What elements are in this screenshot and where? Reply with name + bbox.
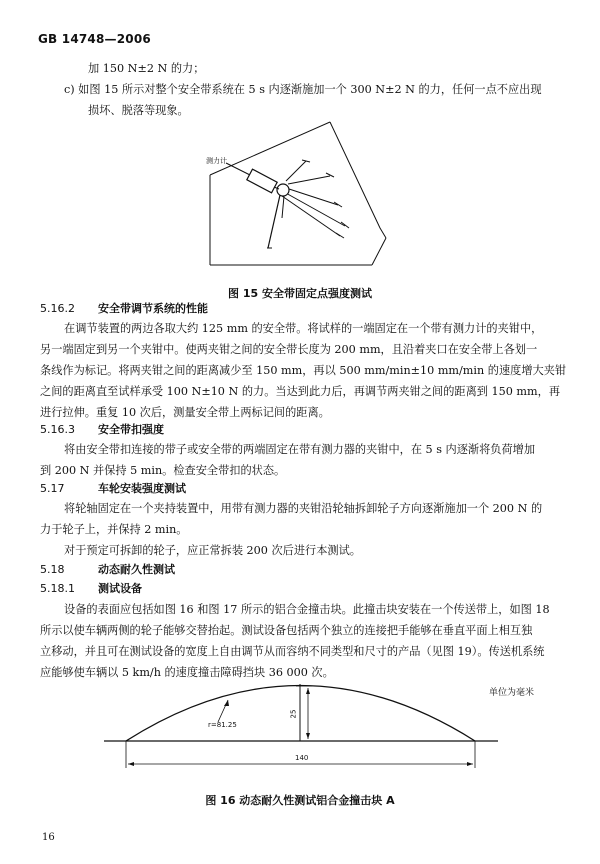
text-line: 所示以使车辆两侧的轮子能够交替抬起。测试设备包括两个独立的连接把手能够在垂直平面上相互独 <box>40 624 533 637</box>
page-number: 16 <box>42 832 55 843</box>
figure-15-caption: 图 15 安全带固定点强度测试 <box>228 287 372 300</box>
section-title: 车轮安装强度测试 <box>98 482 186 495</box>
section-title: 动态耐久性测试 <box>98 563 175 576</box>
section-number: 5.18 <box>40 563 65 576</box>
section-number: 5.16.2 <box>40 302 75 315</box>
text-line: 进行拉伸。重复 10 次后，测量安全带上两标记间的距离。 <box>40 406 330 419</box>
dynamometer-label: 测力计 <box>206 157 227 165</box>
text-line: 加 150 N±2 N 的力； <box>88 62 205 75</box>
text-line: 条线作为标记。将两夹钳之间的距离减少至 150 mm，再以 500 mm/min±10 mm/min 的速度增大夹钳 <box>40 364 567 377</box>
height-label: 25 <box>289 709 298 719</box>
text-line: 对于预定可拆卸的轮子，应正常拆装 200 次后进行本测试。 <box>64 544 361 557</box>
text-line: 应能够使车辆以 5 km/h 的速度撞击障碍挡块 36 000 次。 <box>40 666 334 679</box>
item-c-line: c) 如图 15 所示对整个安全带系统在 5 s 内逐渐施加一个 300 N±2 N 的力，任何一点不应出现 <box>64 83 542 96</box>
text-line: 设备的表面应包括如图 16 和图 17 所示的铝合金撞击块。此撞击块安装在一个传送带上，如图 18 <box>64 603 550 616</box>
text-line: 损坏、脱落等现象。 <box>88 104 189 117</box>
section-title: 安全带扣强度 <box>98 423 164 436</box>
text-line: 力于轮子上，并保持 2 min。 <box>40 523 188 536</box>
text-line: 到 200 N 并保持 5 min。检查安全带扣的状态。 <box>40 464 286 477</box>
width-label: 140 <box>295 754 309 762</box>
standard-code-header: GB 14748—2006 <box>38 32 151 46</box>
text-line: 立移动，并且可在测试设备的宽度上自由调节从而容纳不同类型和尺寸的产品（见图 19）。传送机系统 <box>40 645 545 658</box>
section-number: 5.18.1 <box>40 582 75 595</box>
text-line: 在调节装置的两边各取大约 125 mm 的安全带。将试样的一端固定在一个带有测力计的夹钳中， <box>64 322 543 335</box>
section-title: 测试设备 <box>98 582 142 595</box>
section-number: 5.16.3 <box>40 423 75 436</box>
section-number: 5.17 <box>40 482 65 495</box>
text-line: 另一端固定到另一个夹钳中。使两夹钳之间的安全带长度为 200 mm，且沿着夹口在安全带上各划一 <box>40 343 538 356</box>
figure-16-caption: 图 16 动态耐久性测试铝合金撞击块 A <box>205 794 395 807</box>
text-line: 之间的距离直至试样承受 100 N±10 N 的力。当达到此力后，再调节两夹钳之间的距离到 150 mm，再 <box>40 385 561 398</box>
text-line: 将轮轴固定在一个夹持装置中，用带有测力器的夹钳沿轮轴拆卸轮子方向逐渐施加一个 200 N 的 <box>64 502 543 515</box>
unit-note: 单位为毫米 <box>488 688 534 698</box>
section-title: 安全带调节系统的性能 <box>98 302 208 315</box>
text-line: 将由安全带扣连接的带子或安全带的两端固定在带有测力器的夹钳中，在 5 s 内逐渐将负荷增加 <box>64 443 536 456</box>
radius-label: r=81.25 <box>208 721 237 729</box>
